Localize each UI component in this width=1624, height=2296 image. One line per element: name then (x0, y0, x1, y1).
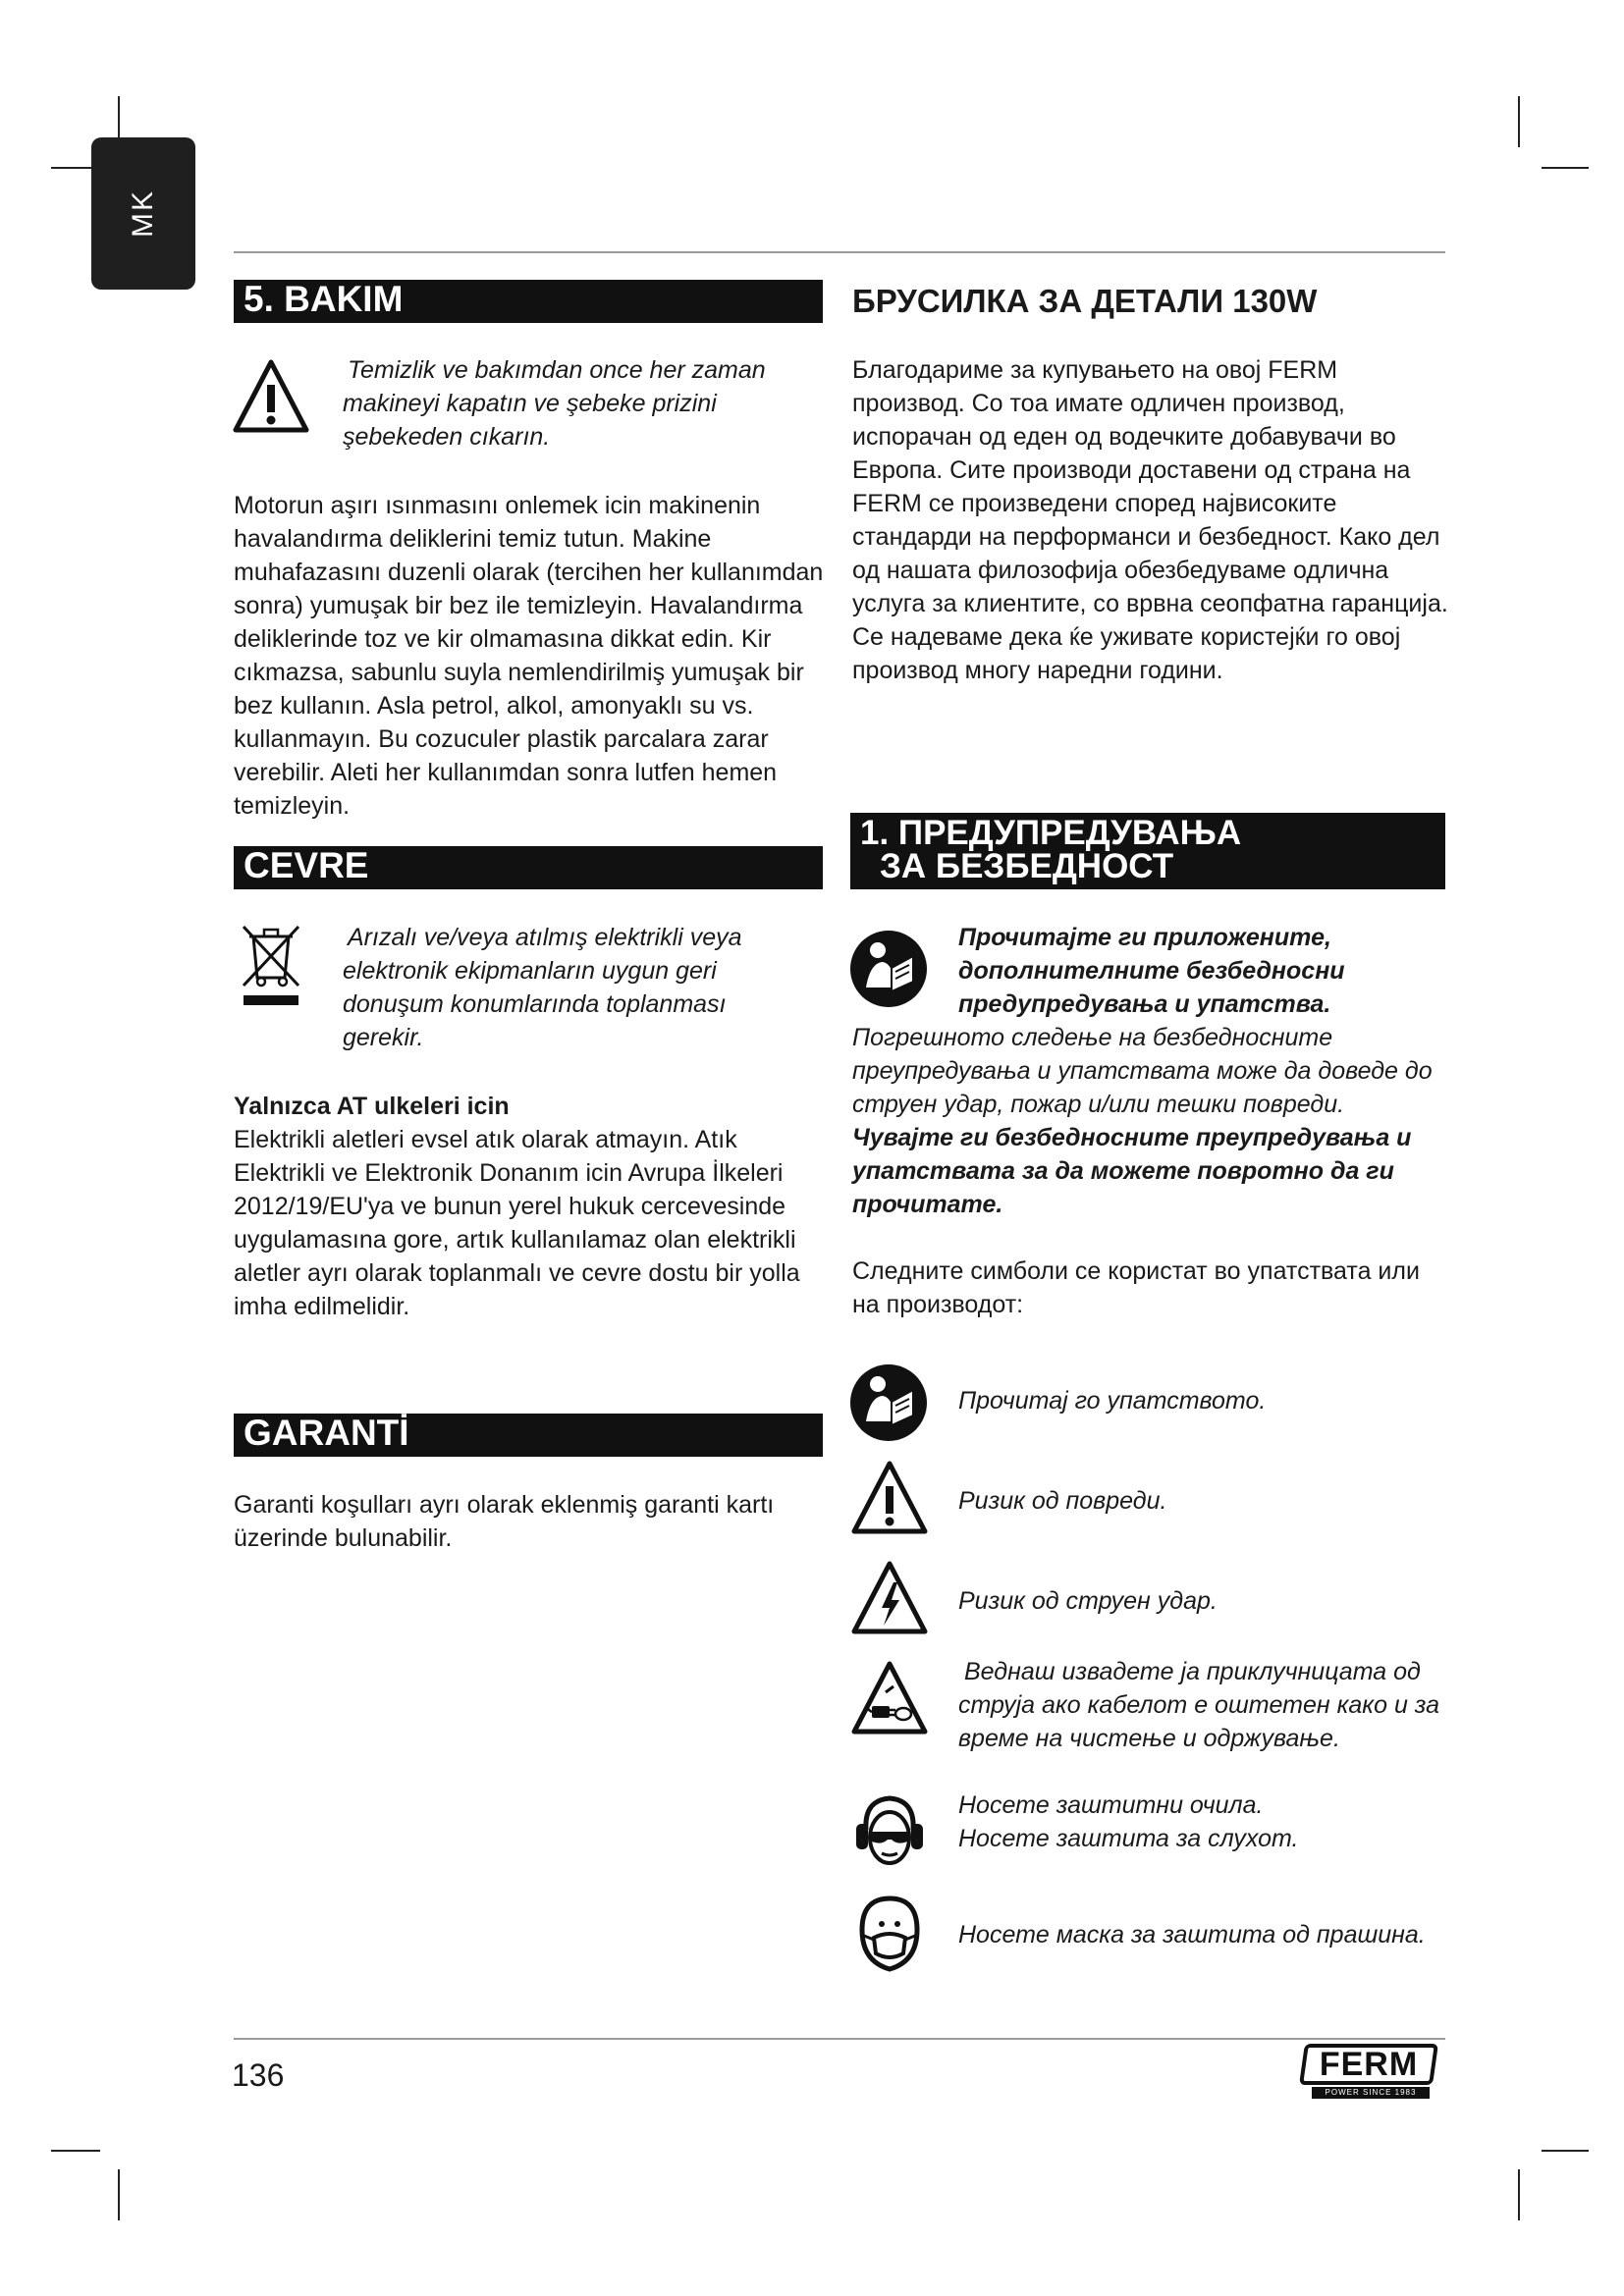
product-body: Благодариме за купувањето на овој FERM производ. Со тоа имате одличен производ, испорачан од еден од водечките добавувачи во Европа. Сите производи доставени од страна на FERM се произведени според највисоките стандарди на перформанси и безбедност. Како дел од нашата филозофија обезбедуваме одлична услуга за клиентите, со врвна сеопфатна гаранција. Се надеваме дека ќе уживате користејќи го овој производ многу наредни години. (852, 356, 1448, 684)
maintenance-title: 5. BAKIM (244, 279, 404, 319)
ferm-logo-text: FERM (1319, 2046, 1419, 2083)
top-rule (234, 251, 1445, 253)
warranty-title: GARANTİ (244, 1413, 409, 1453)
environment-note: Arızalı ve/veya atılmış elektrikli veya elektronik ekipmanların uygun geri donuşum konumlarında toplanması gerekir. (343, 924, 742, 1051)
maintenance-warning: Temizlik ve bakımdan once her zaman makineyi kapatın ve şebeke prizini şebekeden cıkarın. (343, 356, 766, 451)
maintenance-body: Motorun aşırı ısınmasını onlemek icin makinenin havalandırma deliklerini temiz tutun. Makine muhafazasını duzenli olarak (tercihen her kullanımdan sonra) yumuşak bir bez ile temizleyin. Havalandırma deliklerinde toz ve kir olmamasına dikkat edin. Kir cıkmazsa, sabunlu suyla nemlendirilmiş yumuşak bir bez kullanın. Asla petrol, alkol, amonyaklı su vs. kullanmayın. Bu cozuculer plastik parcalara zarar verebilir. Aleti her kullanımdan sonra lutfen hemen temizleyin. (234, 492, 824, 820)
read-manual-icon (848, 1362, 929, 1443)
electric-shock-icon (850, 1559, 929, 1637)
environment-body: Elektrikli aletleri evsel atık olarak atmayın. Atık Elektrikli ve Elektronik Donanım icin Avrupa İlkeleri 2012/19/EU'ya ve bunun yerel hukuk cercevesinde uygulamasına gore, artık kullanılamaz olan elektrikli aletler ayrı olarak toplanmalı ve cevre dostu bir yolla imha edilmelidir. (234, 1126, 800, 1320)
symbol-text-dust-mask: Носете маска за заштита од прашина. (958, 1921, 1426, 1949)
warning-triangle-icon (232, 357, 310, 436)
read-manual-icon (848, 929, 929, 1009)
crop-mark (1518, 2169, 1520, 2220)
language-tab-label: MK (127, 189, 159, 238)
section-bar-environment (234, 846, 823, 889)
product-title: БРУСИЛКА ЗА ДЕТАЛИ 130W (852, 283, 1318, 319)
symbol-text-injury: Ризик од повреди. (958, 1487, 1167, 1515)
crop-mark (1542, 167, 1589, 169)
section-bar-safety (850, 813, 1445, 889)
crop-mark (51, 2150, 100, 2152)
safety-read-italic: Погрешното следење на безбедносните преупредувања и упатствата може да доведе до струен удар, пожар и/или тешки повреди. (852, 1024, 1433, 1118)
warranty-body: Garanti koşulları ayrı olarak eklenmiş garanti kartı üzerinde bulunabilir. (234, 1491, 775, 1552)
symbol-text-ear-protection: Носете заштита за слухот. (958, 1825, 1299, 1852)
safety-read-bold: Прочитајте ги приложените, дополнителните безбедносни предупредувања и упатства. (958, 924, 1345, 1018)
environment-subheading: Yalnızca AT ulkeleri icin (234, 1093, 510, 1120)
safety-keep-bold: Чувајте ги безбедносните преупредувања и упатствата за да можете повротно да ги прочитате. (852, 1124, 1412, 1218)
section-bar-warranty (234, 1414, 823, 1457)
crop-mark (118, 2169, 120, 2220)
section-bar-maintenance (234, 280, 823, 323)
goggles-earmuffs-icon (848, 1790, 931, 1873)
ferm-logo-subtext: POWER SINCE 1983 (1312, 2087, 1430, 2099)
environment-title: CEVRE (244, 845, 369, 885)
symbol-text-read-manual: Прочитај го упатството. (958, 1387, 1267, 1415)
bottom-rule (234, 2038, 1445, 2040)
page-number: 136 (232, 2057, 285, 2093)
crop-mark (1518, 96, 1520, 147)
injury-warning-icon (850, 1459, 929, 1537)
symbol-text-electric: Ризик од струен удар. (958, 1587, 1218, 1615)
crop-mark (1542, 2150, 1589, 2152)
symbols-intro: Следните симболи се користат во упатствата или на производот: (852, 1257, 1420, 1318)
symbol-text-unplug: Веднаш извадете ја приклучницата од струја ако кабелот е оштетен како и за време на чистење и одржување. (958, 1658, 1440, 1752)
ferm-logo (1302, 2044, 1439, 2101)
safety-title-line2: ЗА БЕЗБЕДНОСТ (880, 847, 1174, 885)
unplug-warning-icon (850, 1659, 929, 1737)
safety-title-line1: 1. ПРЕДУПРЕДУВАЊА (860, 814, 1242, 852)
language-tab (91, 137, 195, 290)
weee-bin-icon (240, 923, 302, 1007)
dust-mask-icon (850, 1893, 929, 1975)
symbol-text-goggles: Носете заштитни очила. (958, 1791, 1264, 1819)
